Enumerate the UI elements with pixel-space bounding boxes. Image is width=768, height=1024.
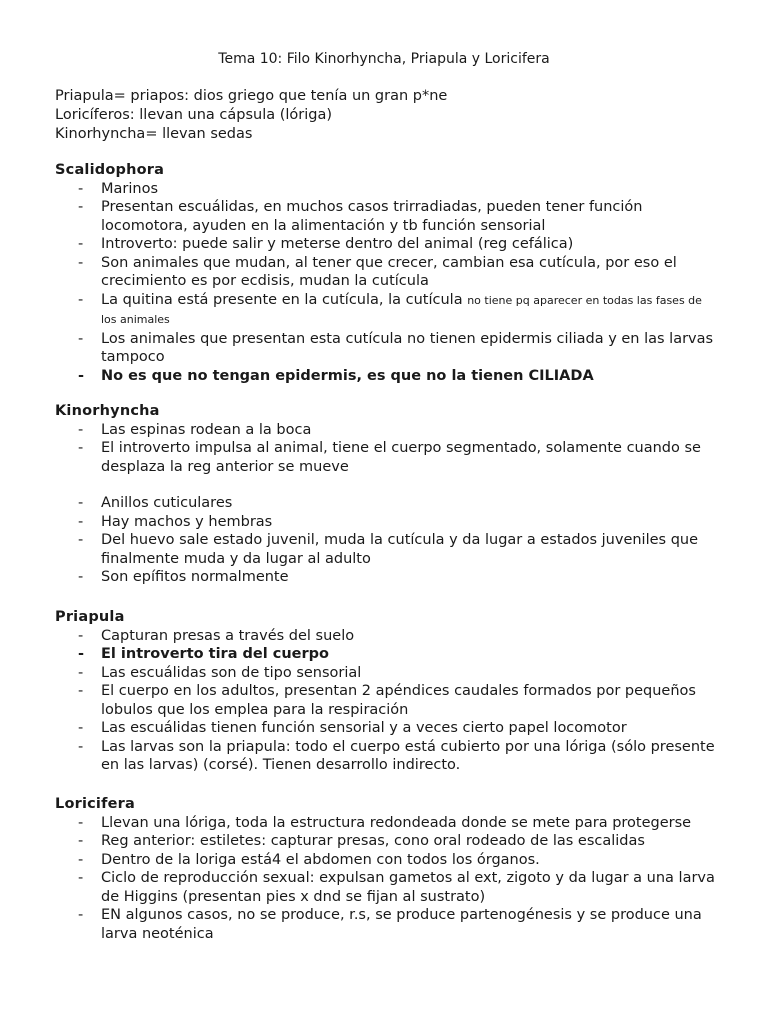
quitina-small-note: no tiene pq aparecer en todas las fases de los animales [101,293,702,326]
section-scalidophora [55,161,715,385]
list-item: - Dentro de la loriga está4 el abdomen con todos los órganos. [55,851,715,870]
intro-line-priapula: Priapula= priapos: dios griego que tenía un gran p*ne [55,88,448,104]
list-item: - Llevan una lóriga, toda la estructura redondeada donde se mete para protegerse [55,814,715,833]
section-loricifera [55,795,715,943]
list-item: - Ciclo de reproducción sexual: expulsan gametos al ext, zigoto y da lugar a una larva de Higgins (presentan pies x dnd se fijan al sustrato) [55,869,715,906]
list-item: - Las escuálidas son de tipo sensorial [55,664,715,683]
intro-line-kinorhyncha: Kinorhyncha= llevan sedas [55,126,253,142]
list-item: - EN algunos casos, no se produce, r.s, se produce partenogénesis y se produce una larva neoténica [55,906,715,943]
quitina-text: La quitina está presente en la cutícula, la cutícula [101,291,463,308]
list-item: - Marinos [55,180,715,199]
section-kinorhyncha [55,402,715,587]
list-item: - Introverto: puede salir y meterse dentro del animal (reg cefálica) [55,235,715,254]
list-item: - Son animales que mudan, al tener que crecer, cambian esa cutícula, por eso el crecimiento es por ecdisis, mudan la cutícula [55,254,715,291]
list-item: - Son epífitos normalmente [55,568,715,587]
page-title: Tema 10: Filo Kinorhyncha, Priapula y Loricifera [218,51,550,67]
list-item: - Del huevo sale estado juvenil, muda la cutícula y da lugar a estados juveniles que finalmente muda y da lugar al adulto [55,531,715,568]
bullet-list [55,180,715,386]
bullet-list [55,421,715,587]
list-item: - Capturan presas a través del suelo [55,627,715,646]
list-item: - Presentan escuálidas, en muchos casos trirradiadas, pueden tener función locomotora, ayuden en la alimentación y tb función sensorial [55,198,715,235]
bullet-list [55,814,715,944]
section-heading: Priapula [55,609,125,625]
list-item: - Las escuálidas tienen función sensorial y a veces cierto papel locomotor [55,719,715,738]
list-item-bold: - El introverto tira del cuerpo [55,645,715,664]
section-heading: Loricifera [55,796,135,812]
bullet-list [55,627,715,775]
intro-line-loriciferos: Loricíferos: llevan una cápsula (lóriga) [55,107,333,123]
list-item: - Reg anterior: estiletes: capturar presas, cono oral rodeado de las escalidas [55,832,715,851]
section-heading: Scalidophora [55,162,165,178]
list-item: - Anillos cuticulares [55,494,715,513]
section-heading: Kinorhyncha [55,403,160,419]
list-item: - Las larvas son la priapula: todo el cuerpo está cubierto por una lóriga (sólo presente en las larvas) (corsé). Tienen desarrollo indirecto. [55,738,715,775]
intro-block [55,87,447,144]
list-item-bold: - No es que no tengan epidermis, es que no la tienen CILIADA [55,367,715,386]
section-priapula [55,608,715,775]
list-item: - Los animales que presentan esta cutícula no tienen epidermis ciliada y en las larvas tampoco [55,330,715,367]
list-item: - El introverto impulsa al animal, tiene el cuerpo segmentado, solamente cuando se desplaza la reg anterior se mueve [55,439,715,476]
list-item: - Hay machos y hembras [55,513,715,532]
list-item: - El cuerpo en los adultos, presentan 2 apéndices caudales formados por pequeños lobulos que los emplea para la respiración [55,682,715,719]
list-item: - Las espinas rodean a la boca [55,421,715,440]
list-item [55,291,715,330]
